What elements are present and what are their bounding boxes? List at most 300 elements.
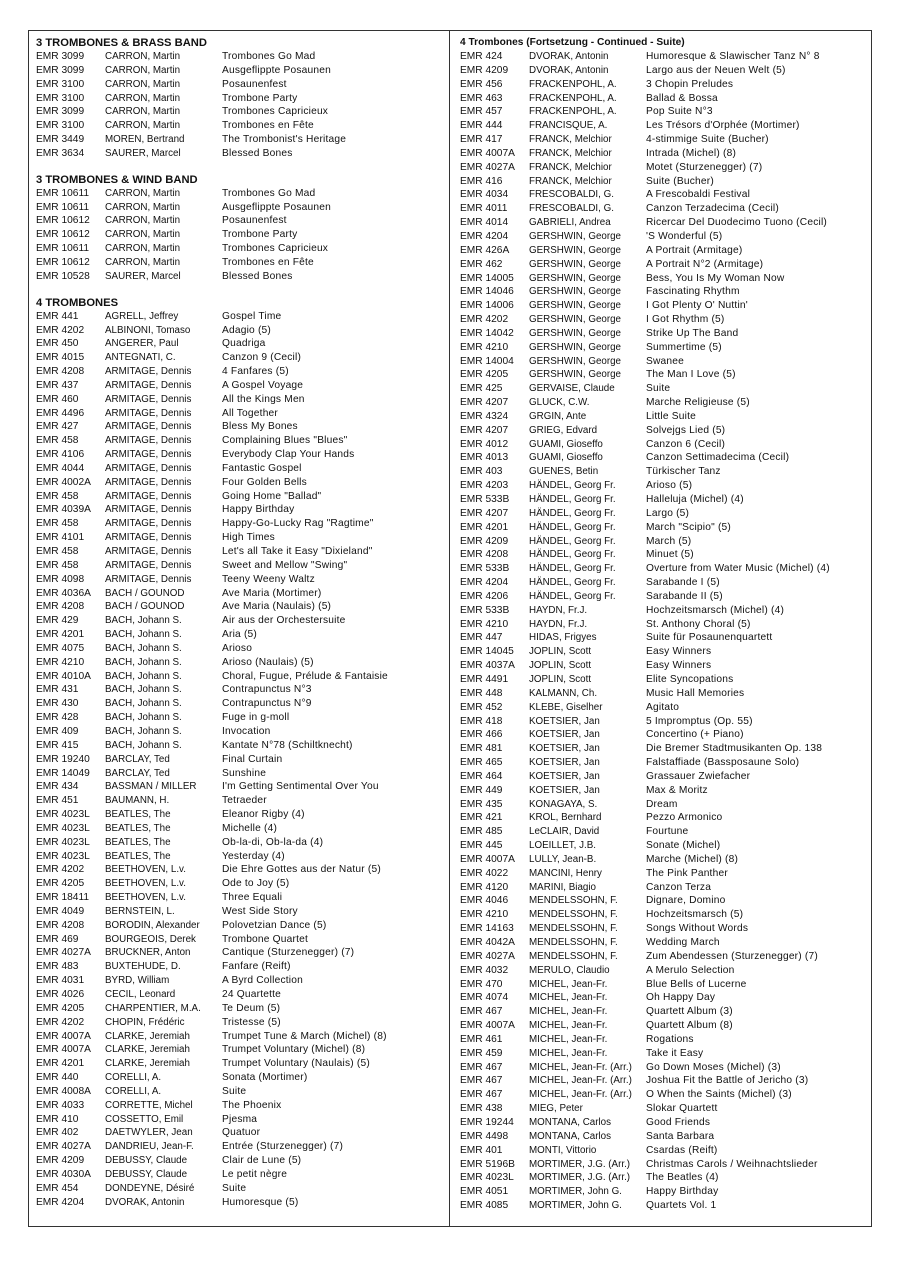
composer: CARRON, Martin (105, 120, 181, 132)
catalog-number: EMR 4202 (460, 314, 509, 326)
work-title: A Portrait N°2 (Armitage) (646, 258, 764, 270)
catalog-entry (460, 1074, 870, 1088)
catalog-entry (460, 451, 870, 465)
catalog-entry (460, 521, 870, 535)
composer: MICHEL, Jean-Fr. (529, 1033, 608, 1045)
composer: FRANCK, Melchior (529, 175, 612, 187)
catalog-entry (36, 105, 446, 119)
catalog-entry (460, 1005, 870, 1019)
work-title: Happy Birthday (646, 1186, 719, 1198)
catalog-entry (460, 1199, 870, 1213)
work-title: Falstaffiade (Bassposaune Solo) (646, 757, 800, 769)
catalog-entry (460, 188, 870, 202)
work-title: The Trombonist's Heritage (222, 134, 347, 146)
composer: GRGIN, Ante (529, 410, 587, 422)
catalog-entry (460, 867, 870, 881)
catalog-entry (36, 351, 446, 365)
catalog-entry (36, 1085, 446, 1099)
catalog-entry (460, 396, 870, 410)
catalog-entry (36, 228, 446, 242)
catalog-number: EMR 4030A (36, 1168, 91, 1180)
catalog-entry (36, 587, 446, 601)
catalog-entry (36, 337, 446, 351)
catalog-entry (36, 1043, 446, 1057)
catalog-number: EMR 4007A (36, 1030, 91, 1042)
catalog-number: EMR 4014 (460, 217, 509, 229)
catalog-number: EMR 14004 (460, 355, 514, 367)
catalog-number: EMR 4044 (36, 462, 85, 474)
catalog-number: EMR 416 (460, 175, 503, 187)
work-title: All the Kings Men (222, 393, 305, 405)
composer: SAURER, Marcel (105, 147, 181, 159)
work-title: Arioso (5) (646, 480, 693, 492)
catalog-entry (460, 258, 870, 272)
work-title: Quartett Album (8) (646, 1020, 733, 1032)
composer: LeCLAIR, David (529, 826, 600, 838)
catalog-number: EMR 533B (460, 494, 510, 505)
composer: CARRON, Martin (105, 215, 181, 227)
catalog-entry (460, 1171, 870, 1185)
catalog-number: EMR 441 (36, 310, 79, 322)
work-title: Pjesma (222, 1113, 258, 1125)
work-title: Suite (646, 383, 671, 395)
catalog-number: EMR 4201 (36, 629, 85, 641)
composer: MONTANA, Carlos (529, 1116, 612, 1128)
work-title: Bless My Bones (222, 421, 298, 433)
catalog-number: EMR 467 (460, 1061, 503, 1073)
catalog-entry (460, 299, 870, 313)
composer: MORTIMER, John G. (529, 1186, 622, 1198)
catalog-entry (36, 1002, 446, 1016)
catalog-number: EMR 451 (36, 795, 79, 807)
catalog-number: EMR 4032 (460, 964, 509, 976)
catalog-number: EMR 402 (36, 1127, 79, 1139)
catalog-number: EMR 452 (460, 701, 503, 713)
catalog-entry (460, 701, 870, 715)
catalog-entry (460, 742, 870, 756)
composer: HAYDN, Fr.J. (529, 618, 588, 630)
catalog-entry (36, 78, 446, 92)
work-title: Elite Syncopations (646, 673, 734, 685)
work-title: Christmas Carols / Weihnachtslieder (646, 1158, 818, 1170)
catalog-entry (460, 355, 870, 369)
composer: FRANCK, Melchior (529, 134, 612, 146)
catalog-entry (460, 894, 870, 908)
composer: CARRON, Martin (105, 51, 181, 62)
work-title: Eleanor Rigby (4) (222, 809, 305, 821)
work-title: Pop Suite N°3 (646, 106, 713, 118)
work-title: The Beatles (4) (646, 1172, 719, 1184)
catalog-number: EMR 3449 (36, 134, 85, 146)
catalog-entry (460, 548, 870, 562)
work-title: Blue Bells of Lucerne (646, 978, 747, 990)
work-title: Four Golden Bells (222, 476, 307, 488)
catalog-number: EMR 4007A (36, 1044, 91, 1056)
catalog-entry (460, 715, 870, 729)
catalog-number: EMR 14005 (460, 272, 514, 284)
work-title: Tristesse (5) (222, 1016, 281, 1028)
catalog-entry (36, 946, 446, 960)
work-title: Csardas (Reift) (646, 1144, 718, 1156)
composer: ARMITAGE, Dennis (105, 476, 192, 488)
work-title: High Times (222, 532, 275, 544)
catalog-entry (460, 950, 870, 964)
composer: CORELLI, A. (105, 1085, 162, 1097)
work-title: Tetraeder (222, 795, 267, 807)
composer: ARMITAGE, Dennis (105, 462, 192, 474)
catalog-number: EMR 401 (460, 1144, 503, 1156)
catalog-entry (36, 1126, 446, 1140)
composer: FRANCISQUE, A. (529, 120, 608, 132)
catalog-entry (36, 256, 446, 270)
composer: ARMITAGE, Dennis (105, 573, 192, 585)
work-title: Trumpet Voluntary (Naulais) (5) (222, 1058, 370, 1070)
composer: GERSHWIN, George (529, 272, 622, 284)
work-title: Ob-la-di, Ob-la-da (4) (222, 836, 324, 848)
composer: CARRON, Martin (105, 106, 181, 118)
catalog-entry (36, 1196, 446, 1210)
composer: ANGERER, Paul (105, 338, 179, 350)
work-title: Canzon Terza (646, 881, 712, 893)
catalog-entry (460, 798, 870, 812)
work-title: Entrée (Sturzenegger) (7) (222, 1141, 344, 1153)
work-title: A Byrd Collection (222, 975, 303, 987)
work-title: Quadriga (222, 338, 266, 350)
work-title: Türkischer Tanz (646, 466, 721, 478)
catalog-entry (36, 697, 446, 711)
composer: HÄNDEL, Georg Fr. (529, 480, 616, 492)
catalog-entry (36, 1030, 446, 1044)
work-title: Music Hall Memories (646, 687, 745, 699)
composer: FRESCOBALDI, G. (529, 203, 614, 215)
catalog-entry (36, 517, 446, 531)
work-title: Clair de Lune (5) (222, 1155, 302, 1167)
catalog-number: EMR 434 (36, 781, 79, 793)
catalog-number: EMR 4203 (460, 480, 509, 492)
work-title: A Merulo Selection (646, 964, 735, 976)
catalog-entry (460, 1019, 870, 1033)
catalog-number: EMR 4101 (36, 532, 85, 544)
catalog-number: EMR 4210 (460, 618, 509, 630)
catalog-entry (36, 600, 446, 614)
catalog-number: EMR 467 (460, 1006, 503, 1018)
catalog-entry (36, 1057, 446, 1071)
catalog-entry (460, 230, 870, 244)
composer: BACH, Johann S. (105, 629, 182, 641)
catalog-number: EMR 458 (36, 518, 79, 530)
work-title: Contrapunctus N°3 (222, 684, 312, 696)
catalog-entry (36, 201, 446, 215)
catalog-number: EMR 409 (36, 725, 79, 737)
work-title: 3 Chopin Preludes (646, 78, 734, 90)
composer: MIEG, Peter (529, 1103, 583, 1115)
composer: GLUCK, C.W. (529, 397, 590, 409)
composer: HIDAS, Frigyes (529, 632, 597, 644)
catalog-number: EMR 3634 (36, 147, 85, 159)
composer: MENDELSSOHN, F. (529, 895, 618, 907)
composer: FRANCK, Melchior (529, 147, 612, 159)
composer: GERSHWIN, George (529, 258, 622, 270)
work-title: Go Down Moses (Michel) (3) (646, 1061, 781, 1073)
composer: BACH, Johann S. (105, 656, 182, 668)
work-title: Ausgeflippte Posaunen (222, 201, 331, 213)
work-title: Final Curtain (222, 753, 283, 765)
catalog-number: EMR 467 (460, 1075, 503, 1087)
composer: HÄNDEL, Georg Fr. (529, 549, 616, 561)
composer: CARRON, Martin (105, 92, 181, 104)
catalog-number: EMR 460 (36, 393, 79, 405)
work-title: Quatuor (222, 1127, 261, 1139)
composer: ARMITAGE, Dennis (105, 532, 192, 544)
catalog-number: EMR 450 (36, 338, 79, 350)
catalog-entry (460, 659, 870, 673)
catalog-number: EMR 4074 (460, 992, 509, 1004)
composer: DEBUSSY, Claude (105, 1168, 188, 1180)
catalog-number: EMR 3100 (36, 120, 85, 132)
catalog-number: EMR 4210 (460, 341, 509, 353)
composer: BERNSTEIN, L. (105, 905, 175, 917)
composer: DVORAK, Antonin (105, 1196, 185, 1208)
work-title: Complaining Blues "Blues" (222, 435, 348, 447)
catalog-number: EMR 3099 (36, 64, 85, 76)
work-title: Ode to Joy (5) (222, 878, 290, 890)
composer: DANDRIEU, Jean-F. (105, 1141, 194, 1153)
catalog-entry (460, 119, 870, 133)
work-title: Sweet and Mellow "Swing" (222, 559, 348, 571)
catalog-entry (460, 78, 870, 92)
catalog-number: EMR 431 (36, 684, 79, 696)
catalog-entry (36, 448, 446, 462)
composer: SAURER, Marcel (105, 270, 181, 282)
work-title: Trombones Go Mad (222, 51, 316, 62)
work-title: Arioso (Naulais) (5) (222, 656, 314, 668)
catalog-entry (460, 964, 870, 978)
composer: MORTIMER, John G. (529, 1200, 622, 1212)
catalog-entry (460, 922, 870, 936)
catalog-entry (36, 905, 446, 919)
catalog-entry (36, 573, 446, 587)
catalog-entry (460, 50, 870, 64)
work-title: Cantique (Sturzenegger) (7) (222, 947, 355, 959)
catalog-number: EMR 462 (460, 258, 503, 270)
work-title: Trombones Capricieux (222, 243, 329, 255)
composer: DVORAK, Antonin (529, 51, 609, 62)
catalog-number: EMR 421 (460, 812, 503, 824)
catalog-number: EMR 470 (460, 978, 503, 990)
composer: BACH, Johann S. (105, 670, 182, 682)
section-title: 3 TROMBONES & BRASS BAND (36, 37, 207, 49)
composer: CORELLI, A. (105, 1072, 162, 1084)
catalog-entry (460, 285, 870, 299)
work-title: Humoresque & Slawischer Tanz N° 8 (646, 51, 820, 62)
catalog-entry (460, 631, 870, 645)
work-title: Oh Happy Day (646, 992, 716, 1004)
catalog-column-right (460, 36, 870, 1225)
work-title: Sonata (Mortimer) (222, 1072, 308, 1084)
column-divider (449, 30, 450, 1227)
composer: CHARPENTIER, M.A. (105, 1002, 201, 1014)
work-title: The Phoenix (222, 1099, 282, 1111)
catalog-entry (460, 1130, 870, 1144)
work-title: O When the Saints (Michel) (3) (646, 1089, 792, 1101)
catalog-number: EMR 456 (460, 78, 503, 90)
catalog-entry (460, 936, 870, 950)
catalog-number: EMR 4007A (460, 853, 515, 865)
catalog-number: EMR 4007A (460, 147, 515, 159)
catalog-number: EMR 4036A (36, 587, 91, 599)
catalog-entry (36, 794, 446, 808)
work-title: Ballad & Bossa (646, 92, 718, 104)
work-title: 'S Wonderful (5) (646, 230, 723, 242)
composer: MORTIMER, J.G. (Arr.) (529, 1172, 631, 1184)
catalog-entry (36, 753, 446, 767)
catalog-number: EMR 4015 (36, 352, 85, 364)
catalog-number: EMR 4026 (36, 989, 85, 1000)
work-title: Fourtune (646, 826, 689, 838)
catalog-number: EMR 427 (36, 421, 79, 433)
catalog-number: EMR 4023L (36, 809, 90, 821)
catalog-entry (36, 1071, 446, 1085)
work-title: A Portrait (Armitage) (646, 244, 743, 256)
catalog-entry (36, 50, 446, 64)
catalog-number: EMR 10612 (36, 256, 90, 268)
work-title: 4-stimmige Suite (Bucher) (646, 134, 769, 146)
catalog-number: EMR 424 (460, 51, 503, 62)
composer: MICHEL, Jean-Fr. (529, 1020, 608, 1032)
catalog-entry (36, 393, 446, 407)
catalog-entry (460, 881, 870, 895)
catalog-number: EMR 4031 (36, 975, 85, 987)
catalog-number: EMR 10611 (36, 187, 90, 199)
work-title: Joshua Fit the Battle of Jericho (3) (646, 1075, 809, 1087)
catalog-number: EMR 4022 (460, 867, 509, 879)
work-title: I Got Plenty O' Nuttin' (646, 300, 748, 312)
composer: KROL, Bernhard (529, 812, 602, 824)
work-title: Trombones Go Mad (222, 187, 316, 199)
catalog-number: EMR 425 (460, 383, 503, 395)
catalog-number: EMR 19240 (36, 753, 90, 765)
catalog-number: EMR 3100 (36, 78, 85, 90)
catalog-entry (460, 64, 870, 78)
catalog-entry (36, 270, 446, 284)
work-title: Suite (222, 1182, 247, 1194)
catalog-entry (460, 465, 870, 479)
composer: BEATLES, The (105, 850, 171, 862)
work-title: Happy Birthday (222, 504, 295, 516)
catalog-entry (36, 407, 446, 421)
composer: GERSHWIN, George (529, 300, 622, 312)
catalog-number: EMR 4098 (36, 573, 85, 585)
section-title: 3 TROMBONES & WIND BAND (36, 173, 198, 186)
composer: BARCLAY, Ted (105, 767, 170, 779)
composer: ARMITAGE, Dennis (105, 393, 192, 405)
catalog-section (460, 36, 870, 1213)
composer: ARMITAGE, Dennis (105, 366, 192, 378)
catalog-entry (36, 1099, 446, 1113)
catalog-entry (36, 147, 446, 161)
work-title: Hochzeitsmarsch (5) (646, 909, 744, 921)
catalog-section (36, 36, 446, 161)
composer: KOETSIER, Jan (529, 784, 600, 796)
catalog-number: EMR 457 (460, 106, 503, 118)
composer: HÄNDEL, Georg Fr. (529, 494, 616, 505)
work-title: Blessed Bones (222, 270, 293, 282)
work-title: I'm Getting Sentimental Over You (222, 781, 379, 793)
composer: MICHEL, Jean-Fr. (Arr.) (529, 1075, 632, 1087)
work-title: Kantate N°78 (Schiltknecht) (222, 739, 353, 751)
composer: GERSHWIN, George (529, 314, 622, 326)
catalog-entry (36, 656, 446, 670)
work-title: A Frescobaldi Festival (646, 189, 751, 201)
catalog-entry (36, 933, 446, 947)
catalog-entry (36, 531, 446, 545)
composer: JOPLIN, Scott (529, 660, 592, 672)
catalog-number: EMR 4046 (460, 895, 509, 907)
catalog-number: EMR 458 (36, 490, 79, 502)
catalog-entry (460, 493, 870, 507)
composer: MICHEL, Jean-Fr. (529, 992, 608, 1004)
composer: GERSHWIN, George (529, 355, 622, 367)
work-title: Adagio (5) (222, 324, 272, 336)
work-title: Ave Maria (Naulais) (5) (222, 601, 332, 613)
catalog-entry (460, 728, 870, 742)
catalog-number: EMR 4027A (460, 161, 515, 173)
composer: GUENES, Betin (529, 466, 599, 478)
catalog-entry (460, 908, 870, 922)
work-title: Trombones en Fête (222, 256, 314, 268)
work-title: Quartets Vol. 1 (646, 1200, 717, 1212)
work-title: Zum Abendessen (Sturzenegger) (7) (646, 950, 818, 962)
composer: GUAMI, Gioseffo (529, 452, 603, 464)
catalog-entry (460, 105, 870, 119)
catalog-entry (36, 242, 446, 256)
work-title: Good Friends (646, 1116, 711, 1128)
catalog-number: EMR 461 (460, 1033, 503, 1045)
composer: CARRON, Martin (105, 243, 181, 255)
work-title: Max & Moritz (646, 784, 708, 796)
work-title: Agitato (646, 701, 680, 713)
work-title: Marche Religieuse (5) (646, 397, 750, 409)
catalog-number: EMR 4208 (460, 549, 509, 561)
catalog-number: EMR 458 (36, 559, 79, 571)
work-title: Canzon Terzadecima (Cecil) (646, 203, 779, 215)
composer: CARRON, Martin (105, 229, 181, 241)
composer: MORTIMER, J.G. (Arr.) (529, 1158, 631, 1170)
catalog-entry (36, 850, 446, 864)
catalog-entry (460, 811, 870, 825)
catalog-number: EMR 445 (460, 840, 503, 852)
catalog-entry (460, 604, 870, 618)
composer: DONDEYNE, Désiré (105, 1182, 195, 1194)
catalog-number: EMR 4202 (36, 864, 85, 876)
composer: GABRIELI, Andrea (529, 217, 611, 229)
catalog-entry (36, 974, 446, 988)
work-title: The Pink Panther (646, 867, 728, 879)
work-title: Strike Up The Band (646, 327, 739, 339)
work-title: Trombones Capricieux (222, 106, 329, 118)
composer: BEATLES, The (105, 822, 171, 834)
work-title: Trombone Party (222, 92, 298, 104)
catalog-entry (460, 687, 870, 701)
work-title: Grassauer Zwiefacher (646, 770, 751, 782)
catalog-number: EMR 485 (460, 826, 503, 838)
catalog-entry (460, 1102, 870, 1116)
catalog-section (36, 296, 446, 1210)
work-title: Le petit nègre (222, 1168, 288, 1180)
catalog-number: EMR 4204 (460, 577, 509, 589)
composer: BACH, Johann S. (105, 739, 182, 751)
catalog-entry (460, 175, 870, 189)
